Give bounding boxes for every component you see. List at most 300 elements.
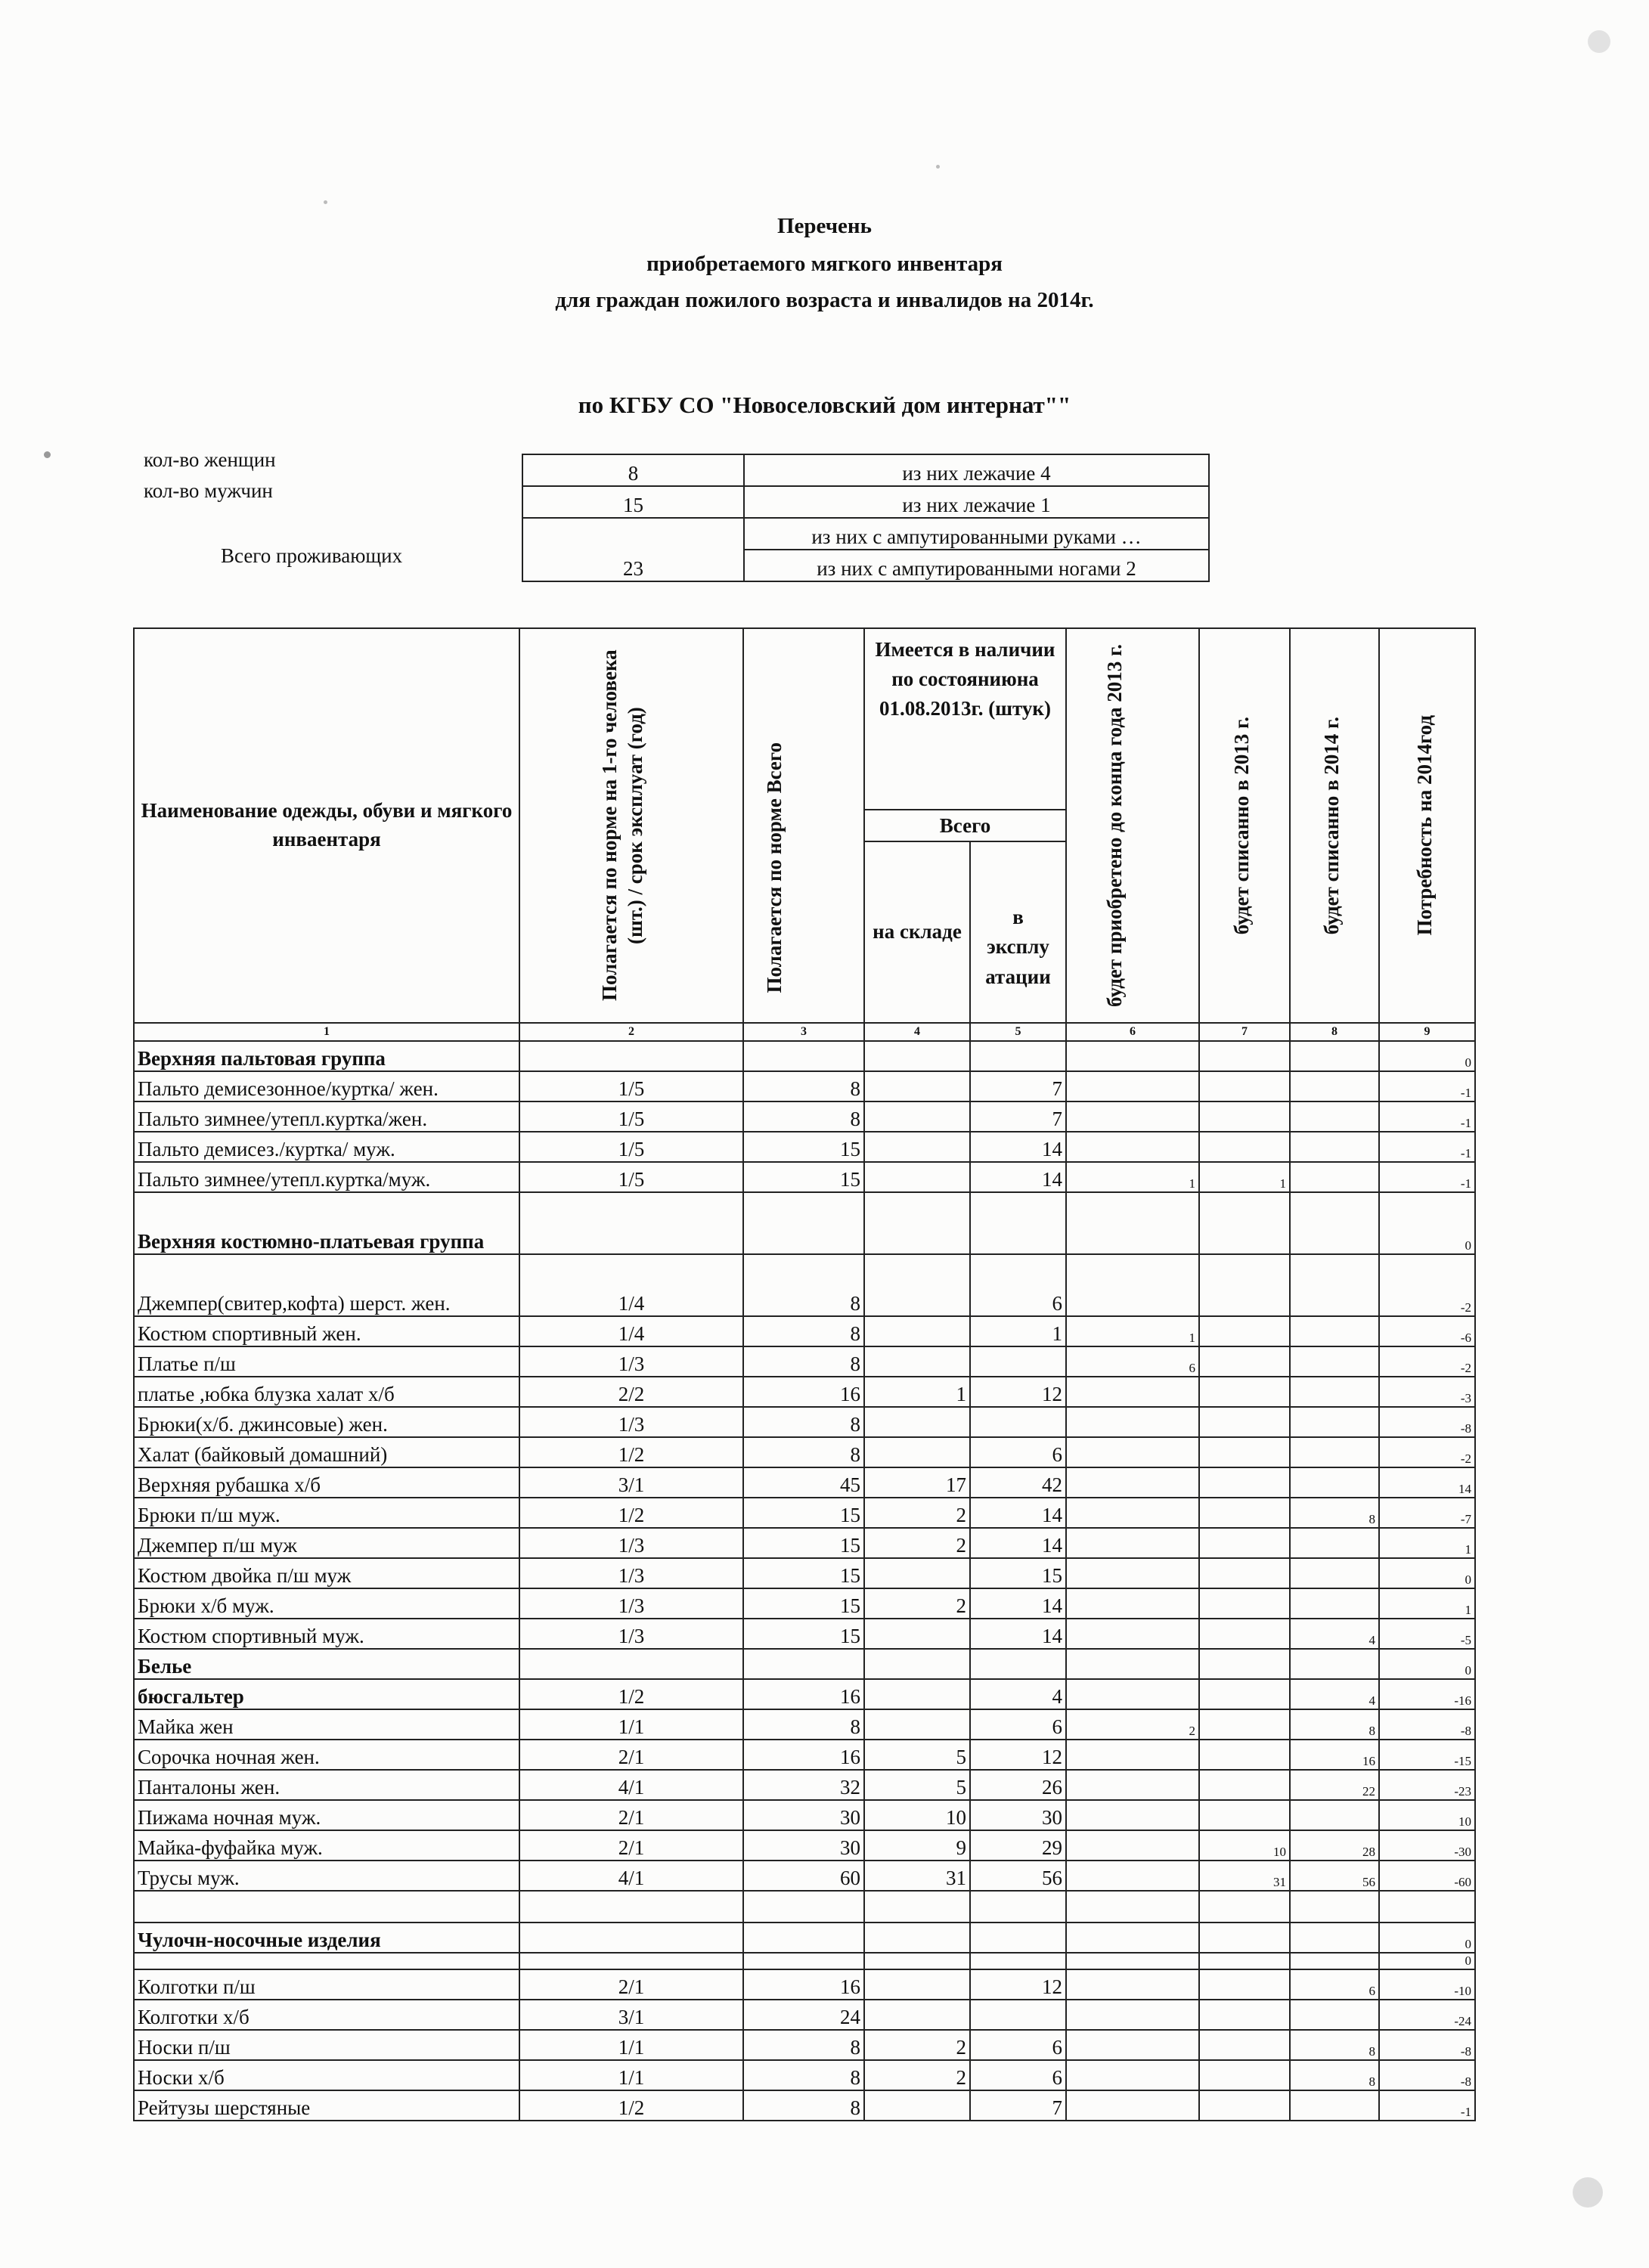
cell-in-use (970, 1923, 1066, 1953)
cell-item-name: Костюм двойка п/ш муж (134, 1558, 519, 1588)
cell-norm-per-person: 1/3 (519, 1588, 743, 1619)
amputated-legs-note: из них с ампутированными ногами 2 (744, 550, 1209, 581)
cell-in-use: 12 (970, 1377, 1066, 1407)
cell-norm-per-person (519, 1192, 743, 1254)
cell-norm-total: 15 (743, 1619, 864, 1649)
cell-in-use: 7 (970, 2090, 1066, 2121)
cell-item-name: Пижама ночная муж. (134, 1800, 519, 1830)
header-item-name-text: Наименование одежды, обуви и мягкого инваентаря (141, 799, 513, 850)
cell-to-buy-2013 (1066, 1101, 1199, 1132)
column-number-4: 4 (864, 1023, 970, 1041)
organization-title: по КГБУ СО "Новоселовский дом интернат"" (578, 392, 1071, 418)
cell-need-2014: -23 (1379, 1770, 1475, 1800)
cell-in-stock (864, 1649, 970, 1679)
column-number-8: 8 (1290, 1023, 1379, 1041)
cell-need-2014: -5 (1379, 1619, 1475, 1649)
cell-need-2014: -2 (1379, 1437, 1475, 1467)
cell-need-2014: -8 (1379, 1407, 1475, 1437)
cell-in-stock (864, 1071, 970, 1101)
header-written-off-2014-text: будет списанно в 2014 г. (1320, 716, 1343, 935)
cell-need-2014: -3 (1379, 1377, 1475, 1407)
cell-item-name: Колготки п/ш (134, 1969, 519, 2000)
table-row (134, 1437, 1475, 1467)
cell-item-name: Панталоны жен. (134, 1770, 519, 1800)
cell-in-use: 26 (970, 1770, 1066, 1800)
cell-written-off-2013 (1199, 1891, 1290, 1923)
cell-written-off-2013 (1199, 1953, 1290, 1969)
cell-norm-per-person (519, 1923, 743, 1953)
cell-written-off-2013 (1199, 1101, 1290, 1132)
cell-in-stock (864, 1619, 970, 1649)
cell-item-name: Халат (байковый домашний) (134, 1437, 519, 1467)
cell-in-use: 7 (970, 1071, 1066, 1101)
cell-to-buy-2013: 1 (1066, 1162, 1199, 1192)
scan-speck (1588, 30, 1610, 53)
cell-in-stock (864, 1891, 970, 1923)
cell-to-buy-2013 (1066, 1254, 1199, 1316)
women-count-label: кол-во женщин (144, 448, 276, 471)
cell-norm-per-person: 2/1 (519, 1830, 743, 1861)
cell-written-off-2013 (1199, 1071, 1290, 1101)
cell-norm-per-person: 1/3 (519, 1619, 743, 1649)
cell-in-stock: 31 (864, 1861, 970, 1891)
cell-in-use: 6 (970, 1709, 1066, 1740)
cell-norm-total: 8 (743, 1407, 864, 1437)
cell-norm-per-person (519, 1041, 743, 1071)
header-item-name (134, 628, 519, 1023)
table-group-row (134, 1192, 1475, 1254)
cell-item-name (134, 1953, 519, 1969)
cell-norm-total: 8 (743, 1254, 864, 1316)
cell-written-off-2014 (1290, 2090, 1379, 2121)
cell-in-use (970, 1649, 1066, 1679)
cell-in-use: 4 (970, 1679, 1066, 1709)
cell-in-stock: 2 (864, 1588, 970, 1619)
cell-norm-per-person: 1/2 (519, 1679, 743, 1709)
cell-need-2014: -30 (1379, 1830, 1475, 1861)
cell-written-off-2013 (1199, 1679, 1290, 1709)
cell-in-use (970, 1407, 1066, 1437)
cell-item-name: Брюки х/б муж. (134, 1588, 519, 1619)
women-bedridden-note: из них лежачие 4 (744, 454, 1209, 486)
women-count: 8 (522, 454, 744, 486)
cell-to-buy-2013 (1066, 1558, 1199, 1588)
cell-in-use: 14 (970, 1498, 1066, 1528)
cell-norm-per-person: 2/1 (519, 1740, 743, 1770)
cell-to-buy-2013 (1066, 1528, 1199, 1558)
cell-to-buy-2013 (1066, 1679, 1199, 1709)
cell-item-name: Брюки(х/б. джинсовые) жен. (134, 1407, 519, 1437)
scan-speck (1573, 2177, 1603, 2208)
cell-norm-per-person (519, 1891, 743, 1923)
cell-written-off-2014 (1290, 1588, 1379, 1619)
cell-to-buy-2013 (1066, 2030, 1199, 2060)
cell-in-use (970, 1192, 1066, 1254)
cell-written-off-2014: 28 (1290, 1830, 1379, 1861)
header-total: Всего (864, 810, 1066, 841)
cell-norm-total: 16 (743, 1740, 864, 1770)
cell-norm-total: 8 (743, 2030, 864, 2060)
cell-written-off-2013: 1 (1199, 1162, 1290, 1192)
inventory-table (133, 627, 1476, 2121)
cell-norm-total: 15 (743, 1498, 864, 1528)
cell-norm-per-person: 1/5 (519, 1132, 743, 1162)
cell-written-off-2014: 8 (1290, 1709, 1379, 1740)
table-row (134, 1619, 1475, 1649)
cell-need-2014: 1 (1379, 1528, 1475, 1558)
header-in-stock: на складе (864, 841, 970, 1023)
column-number-3: 3 (743, 1023, 864, 1041)
cell-in-stock (864, 1346, 970, 1377)
cell-norm-per-person: 1/5 (519, 1162, 743, 1192)
cell-in-use: 14 (970, 1162, 1066, 1192)
cell-norm-per-person: 1/5 (519, 1101, 743, 1132)
cell-to-buy-2013 (1066, 1649, 1199, 1679)
cell-in-use: 56 (970, 1861, 1066, 1891)
cell-written-off-2014 (1290, 1953, 1379, 1969)
cell-in-stock (864, 1679, 970, 1709)
cell-written-off-2014 (1290, 2000, 1379, 2030)
cell-written-off-2014 (1290, 1162, 1379, 1192)
cell-written-off-2014 (1290, 1041, 1379, 1071)
scan-speck (936, 165, 940, 169)
doc-title-line3: для граждан пожилого возраста и инвалидов на 2014г. (555, 288, 1094, 312)
cell-in-use: 29 (970, 1830, 1066, 1861)
cell-need-2014: 1 (1379, 1588, 1475, 1619)
cell-in-stock: 17 (864, 1467, 970, 1498)
men-bedridden-note: из них лежачие 1 (744, 486, 1209, 518)
cell-in-use (970, 1953, 1066, 1969)
cell-in-stock: 2 (864, 1498, 970, 1528)
total-residents-label: Всего проживающих (221, 544, 403, 567)
table-group-row (134, 1041, 1475, 1071)
header-written-off-2013-text: будет списанно в 2013 г. (1230, 716, 1253, 935)
cell-in-stock (864, 1923, 970, 1953)
cell-item-name: Брюки п/ш муж. (134, 1498, 519, 1528)
cell-in-use: 12 (970, 1969, 1066, 2000)
column-number-7: 7 (1199, 1023, 1290, 1041)
cell-in-stock: 1 (864, 1377, 970, 1407)
table-row (134, 2090, 1475, 2121)
cell-item-name: Майка-фуфайка муж. (134, 1830, 519, 1861)
cell-written-off-2013 (1199, 1467, 1290, 1498)
cell-need-2014: -8 (1379, 2030, 1475, 2060)
cell-norm-total: 15 (743, 1528, 864, 1558)
header-written-off-2014 (1290, 628, 1379, 1023)
cell-to-buy-2013: 2 (1066, 1709, 1199, 1740)
cell-to-buy-2013 (1066, 2000, 1199, 2030)
table-row (134, 1346, 1475, 1377)
cell-item-name: Носки х/б (134, 2060, 519, 2090)
cell-to-buy-2013 (1066, 1969, 1199, 2000)
header-written-off-2013 (1199, 628, 1290, 1023)
cell-item-name: Колготки х/б (134, 2000, 519, 2030)
cell-norm-per-person: 1/1 (519, 2030, 743, 2060)
cell-written-off-2014: 8 (1290, 2060, 1379, 2090)
cell-to-buy-2013 (1066, 1953, 1199, 1969)
cell-in-stock: 2 (864, 1528, 970, 1558)
cell-written-off-2013 (1199, 1619, 1290, 1649)
column-number-6: 6 (1066, 1023, 1199, 1041)
cell-norm-per-person (519, 1953, 743, 1969)
cell-in-stock (864, 1407, 970, 1437)
cell-written-off-2013 (1199, 1649, 1290, 1679)
cell-norm-total: 15 (743, 1162, 864, 1192)
cell-written-off-2014 (1290, 1254, 1379, 1316)
cell-norm-per-person: 1/2 (519, 1498, 743, 1528)
cell-norm-per-person: 4/1 (519, 1770, 743, 1800)
table-row (134, 1498, 1475, 1528)
cell-in-use (970, 2000, 1066, 2030)
cell-written-off-2014 (1290, 1071, 1379, 1101)
cell-norm-per-person: 2/1 (519, 1800, 743, 1830)
column-number-1: 1 (134, 1023, 519, 1041)
cell-norm-total: 8 (743, 1101, 864, 1132)
cell-need-2014: -1 (1379, 1101, 1475, 1132)
cell-in-stock (864, 1316, 970, 1346)
cell-written-off-2013: 31 (1199, 1861, 1290, 1891)
cell-item-name: Костюм спортивный муж. (134, 1619, 519, 1649)
cell-in-use: 14 (970, 1528, 1066, 1558)
cell-item-name: Платье п/ш (134, 1346, 519, 1377)
cell-written-off-2014: 8 (1290, 1498, 1379, 1528)
header-norm-per-person-text: Полагается по норме на 1-го человека (шт.) / срок эксплуат (год) (598, 649, 646, 1002)
cell-need-2014: -6 (1379, 1316, 1475, 1346)
cell-written-off-2013: 10 (1199, 1830, 1290, 1861)
cell-written-off-2013 (1199, 1192, 1290, 1254)
cell-norm-total: 8 (743, 1346, 864, 1377)
cell-to-buy-2013 (1066, 1830, 1199, 1861)
cell-in-use: 42 (970, 1467, 1066, 1498)
summary-table (522, 454, 1210, 582)
cell-written-off-2014 (1290, 1407, 1379, 1437)
cell-written-off-2013 (1199, 1041, 1290, 1071)
table-row (134, 2060, 1475, 2090)
table-row (134, 2030, 1475, 2060)
cell-norm-total: 16 (743, 1377, 864, 1407)
cell-written-off-2013 (1199, 1709, 1290, 1740)
cell-written-off-2014 (1290, 1891, 1379, 1923)
column-numbers-row (134, 1023, 1475, 1041)
cell-in-stock (864, 2000, 970, 2030)
cell-to-buy-2013 (1066, 1071, 1199, 1101)
cell-in-stock: 10 (864, 1800, 970, 1830)
cell-norm-total: 15 (743, 1558, 864, 1588)
cell-need-2014: -1 (1379, 1162, 1475, 1192)
cell-to-buy-2013 (1066, 1407, 1199, 1437)
cell-in-stock (864, 1162, 970, 1192)
cell-item-name: Чулочн-носочные изделия (134, 1923, 519, 1953)
cell-item-name: Пальто зимнее/утепл.куртка/муж. (134, 1162, 519, 1192)
cell-in-use (970, 1891, 1066, 1923)
cell-norm-total (743, 1923, 864, 1953)
cell-need-2014: -15 (1379, 1740, 1475, 1770)
cell-item-name: Трусы муж. (134, 1861, 519, 1891)
cell-written-off-2014 (1290, 1192, 1379, 1254)
cell-norm-total: 32 (743, 1770, 864, 1800)
cell-norm-total (743, 1953, 864, 1969)
men-count-label: кол-во мужчин (144, 479, 273, 502)
scan-speck (324, 200, 327, 204)
cell-in-stock (864, 1953, 970, 1969)
cell-norm-total: 8 (743, 2060, 864, 2090)
cell-to-buy-2013 (1066, 1467, 1199, 1498)
cell-written-off-2014 (1290, 1800, 1379, 1830)
cell-item-name: Верхняя пальтовая группа (134, 1041, 519, 1071)
cell-need-2014: -60 (1379, 1861, 1475, 1891)
table-row (134, 1132, 1475, 1162)
header-in-use: в эксплу атации (970, 841, 1066, 1023)
cell-in-stock (864, 1969, 970, 2000)
cell-norm-per-person: 1/3 (519, 1346, 743, 1377)
cell-written-off-2014 (1290, 1437, 1379, 1467)
cell-norm-total (743, 1891, 864, 1923)
header-need-2014-text: Потребность на 2014год (1412, 715, 1436, 936)
cell-to-buy-2013 (1066, 1437, 1199, 1467)
cell-written-off-2013 (1199, 1377, 1290, 1407)
cell-norm-per-person: 1/3 (519, 1558, 743, 1588)
cell-need-2014: 0 (1379, 1558, 1475, 1588)
cell-item-name: Джемпер п/ш муж (134, 1528, 519, 1558)
table-row (134, 1254, 1475, 1316)
cell-norm-per-person: 4/1 (519, 1861, 743, 1891)
cell-norm-total: 8 (743, 1709, 864, 1740)
cell-to-buy-2013 (1066, 1588, 1199, 1619)
cell-norm-per-person (519, 1649, 743, 1679)
table-row (134, 1953, 1475, 1969)
cell-item-name: Джемпер(свитер,кофта) шерст. жен. (134, 1254, 519, 1316)
cell-item-name: Рейтузы шерстяные (134, 2090, 519, 2121)
cell-in-use: 7 (970, 1101, 1066, 1132)
cell-written-off-2013 (1199, 1132, 1290, 1162)
cell-norm-total: 8 (743, 1437, 864, 1467)
cell-norm-per-person: 1/5 (519, 1071, 743, 1101)
header-available-text: Имеется в наличии по состояниюна 01.08.2013г. (штук) (875, 638, 1055, 720)
cell-need-2014: 0 (1379, 1923, 1475, 1953)
cell-norm-per-person: 1/4 (519, 1254, 743, 1316)
header-need-2014 (1379, 628, 1475, 1023)
cell-written-off-2013 (1199, 1498, 1290, 1528)
cell-need-2014: -8 (1379, 2060, 1475, 2090)
cell-norm-total (743, 1649, 864, 1679)
cell-norm-total: 15 (743, 1132, 864, 1162)
cell-in-stock (864, 1192, 970, 1254)
cell-to-buy-2013 (1066, 1770, 1199, 1800)
cell-norm-per-person: 1/2 (519, 1437, 743, 1467)
cell-in-stock: 9 (864, 1830, 970, 1861)
cell-item-name: Верхняя костюмно-платьевая группа (134, 1192, 519, 1254)
cell-in-stock: 5 (864, 1770, 970, 1800)
cell-written-off-2014 (1290, 1316, 1379, 1346)
cell-need-2014: -24 (1379, 2000, 1475, 2030)
table-row (134, 1740, 1475, 1770)
cell-need-2014: 0 (1379, 1192, 1475, 1254)
cell-in-use: 14 (970, 1588, 1066, 1619)
cell-in-use: 30 (970, 1800, 1066, 1830)
cell-in-use: 6 (970, 2060, 1066, 2090)
cell-item-name: Белье (134, 1649, 519, 1679)
cell-norm-total: 16 (743, 1679, 864, 1709)
cell-in-stock (864, 1132, 970, 1162)
cell-written-off-2014 (1290, 1649, 1379, 1679)
cell-norm-total: 8 (743, 2090, 864, 2121)
cell-norm-total: 15 (743, 1588, 864, 1619)
doc-title-line2: приобретаемого мягкого инвентаря (646, 252, 1003, 276)
cell-item-name: Майка жен (134, 1709, 519, 1740)
cell-in-stock (864, 1254, 970, 1316)
cell-to-buy-2013 (1066, 1192, 1199, 1254)
table-row (134, 1528, 1475, 1558)
cell-in-use: 6 (970, 1254, 1066, 1316)
cell-item-name: Пальто демисезонное/куртка/ жен. (134, 1071, 519, 1101)
cell-written-off-2014: 56 (1290, 1861, 1379, 1891)
doc-title-line1: Перечень (777, 214, 872, 238)
cell-to-buy-2013 (1066, 1891, 1199, 1923)
cell-need-2014: -1 (1379, 1132, 1475, 1162)
table-row (134, 1101, 1475, 1132)
cell-norm-per-person: 1/1 (519, 2060, 743, 2090)
cell-written-off-2013 (1199, 1923, 1290, 1953)
table-row (134, 1588, 1475, 1619)
amputated-arms-note: из них с ампутированными руками … (744, 518, 1209, 550)
cell-written-off-2013 (1199, 1437, 1290, 1467)
cell-norm-per-person: 1/3 (519, 1407, 743, 1437)
cell-written-off-2014: 8 (1290, 2030, 1379, 2060)
cell-written-off-2013 (1199, 1346, 1290, 1377)
cell-to-buy-2013 (1066, 1377, 1199, 1407)
cell-need-2014: 14 (1379, 1467, 1475, 1498)
cell-to-buy-2013 (1066, 1861, 1199, 1891)
cell-item-name: платье ,юбка блузка халат х/б (134, 1377, 519, 1407)
cell-written-off-2013 (1199, 1800, 1290, 1830)
cell-norm-per-person: 1/2 (519, 2090, 743, 2121)
cell-written-off-2013 (1199, 1740, 1290, 1770)
table-group-row (134, 1649, 1475, 1679)
cell-written-off-2014 (1290, 1101, 1379, 1132)
table-row (134, 1162, 1475, 1192)
cell-to-buy-2013 (1066, 2060, 1199, 2090)
cell-written-off-2013 (1199, 2030, 1290, 2060)
cell-in-stock (864, 1558, 970, 1588)
cell-norm-per-person: 3/1 (519, 1467, 743, 1498)
cell-in-stock (864, 1709, 970, 1740)
cell-written-off-2014 (1290, 1923, 1379, 1953)
cell-to-buy-2013: 6 (1066, 1346, 1199, 1377)
cell-norm-total: 24 (743, 2000, 864, 2030)
cell-item-name: Пальто демисез./куртка/ муж. (134, 1132, 519, 1162)
cell-in-use (970, 1346, 1066, 1377)
cell-written-off-2013 (1199, 2000, 1290, 2030)
cell-written-off-2014 (1290, 1467, 1379, 1498)
header-norm-total-text: Полагается по норме Всего (763, 742, 786, 993)
column-number-5: 5 (970, 1023, 1066, 1041)
cell-written-off-2013 (1199, 1969, 1290, 2000)
cell-written-off-2013 (1199, 1770, 1290, 1800)
cell-norm-per-person: 1/1 (519, 1709, 743, 1740)
table-group-row (134, 1679, 1475, 1709)
total-residents-count: 23 (522, 518, 744, 581)
cell-written-off-2014: 16 (1290, 1740, 1379, 1770)
cell-norm-per-person: 1/4 (519, 1316, 743, 1346)
cell-norm-per-person: 2/2 (519, 1377, 743, 1407)
table-row (134, 1969, 1475, 2000)
cell-to-buy-2013: 1 (1066, 1316, 1199, 1346)
scan-speck (44, 451, 51, 458)
table-row (134, 1316, 1475, 1346)
table-group-row (134, 1923, 1475, 1953)
cell-norm-total: 60 (743, 1861, 864, 1891)
cell-item-name (134, 1891, 519, 1923)
